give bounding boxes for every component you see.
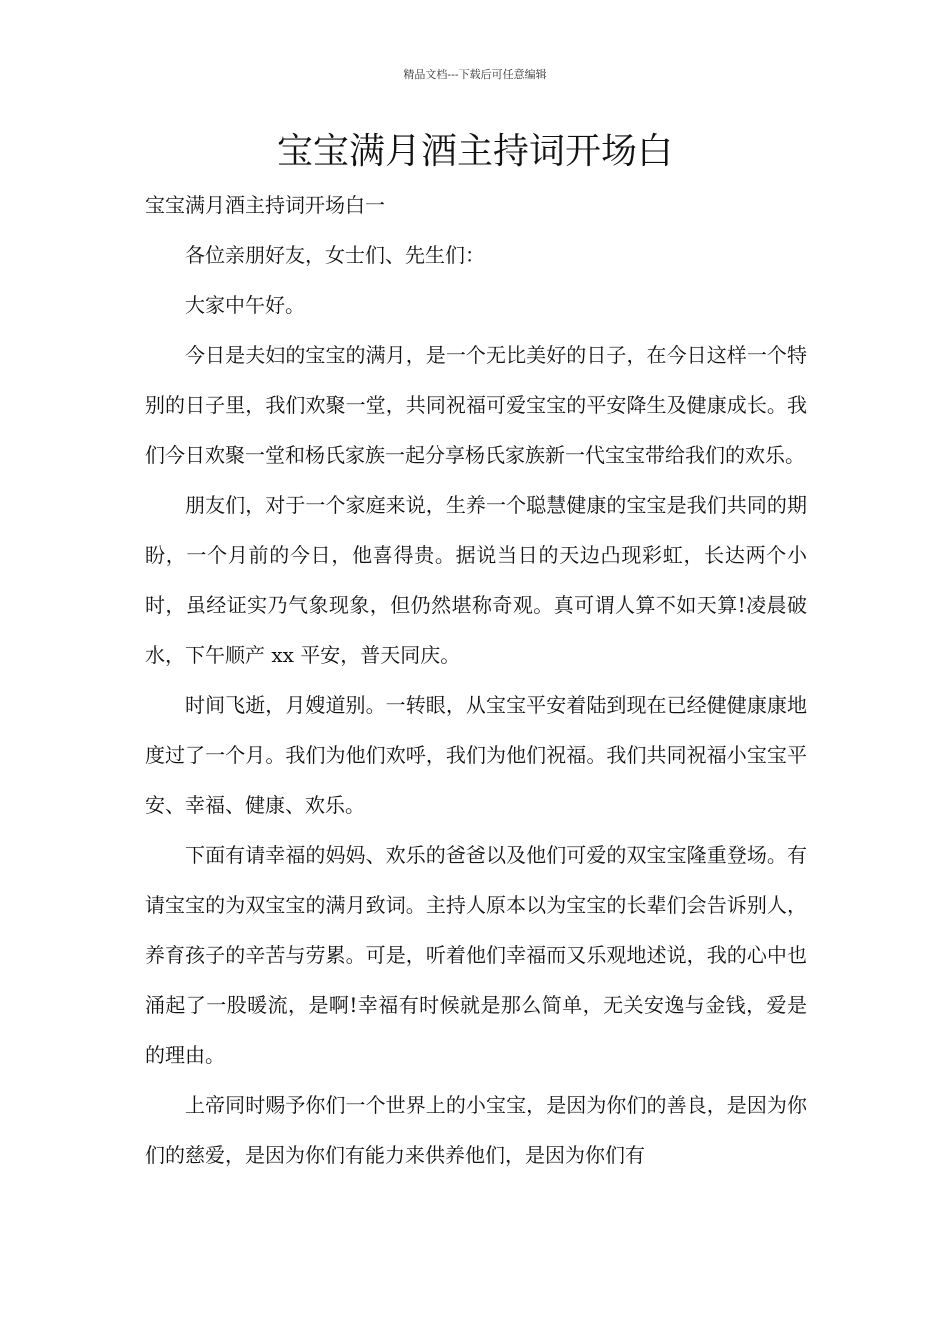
- paragraph-greeting: 各位亲朋好友，女士们、先生们：: [185, 243, 485, 267]
- paragraph-hello: 大家中午好。: [185, 293, 305, 317]
- paragraph: 朋友们，对于一个家庭来说，生养一个聪慧健康的宝宝是我们共同的期盼，一个月前的今日，他喜得贵。据说当日的天边凸现彩虹，长达两个小时，虽经证实乃气象现象，但仍然堪称奇观。真可谓人算不如天算!凌晨破水，下午顺产 xx 平安，普天同庆。: [145, 493, 807, 667]
- page-header: 精品文档---下载后可任意编辑: [403, 68, 547, 81]
- paragraph: 时间飞逝，月嫂道别。一转眼，从宝宝平安着陆到现在已经健健康康地度过了一个月。我们为他们欢呼，我们为他们祝福。我们共同祝福小宝宝平安、幸福、健康、欢乐。: [145, 693, 807, 817]
- document-title: 宝宝满月酒主持词开场白: [276, 131, 673, 172]
- paragraph: 今日是夫妇的宝宝的满月，是一个无比美好的日子，在今日这样一个特别的日子里，我们欢聚一堂，共同祝福可爱宝宝的平安降生及健康成长。我们今日欢聚一堂和杨氏家族一起分享杨氏家族新一代宝宝带给我们的欢乐。: [145, 343, 807, 467]
- document-body: [145, 180, 807, 1180]
- paragraph: 上帝同时赐予你们一个世界上的小宝宝，是因为你们的善良，是因为你们的慈爱，是因为你们有能力来供养他们，是因为你们有: [145, 1093, 807, 1167]
- paragraph: 下面有请幸福的妈妈、欢乐的爸爸以及他们可爱的双宝宝隆重登场。有请宝宝的为双宝宝的满月致词。主持人原本以为宝宝的长辈们会告诉别人，养育孩子的辛苦与劳累。可是，听着他们幸福而又乐观地述说，我的心中也涌起了一股暖流，是啊!幸福有时候就是那么简单，无关安逸与金钱，爱是的理由。: [145, 843, 807, 1067]
- document-subtitle: 宝宝满月酒主持词开场白一: [145, 193, 385, 217]
